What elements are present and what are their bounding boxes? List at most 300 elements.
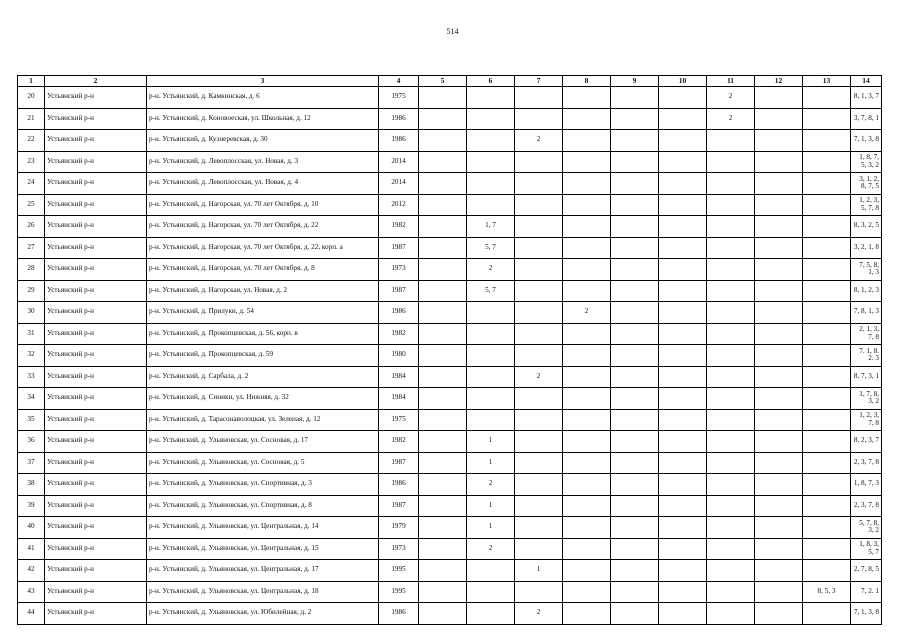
table-cell: 1986 (379, 130, 419, 152)
table-cell: 1975 (379, 409, 419, 431)
table-cell: 1987 (379, 237, 419, 259)
table-cell: 34 (18, 388, 45, 410)
table-cell: р-н. Устьянский, д. Ульяновская, ул. Спортивная, д. 8 (147, 495, 379, 517)
table-cell (755, 474, 803, 496)
table-cell (611, 237, 659, 259)
table-cell: Устьянский р-н (45, 452, 147, 474)
table-cell (707, 517, 755, 539)
table-cell: р-н. Устьянский, д. Тарасонаволоцкая, ул. Зеленая, д. 12 (147, 409, 379, 431)
table-cell (803, 280, 851, 302)
table-cell (755, 345, 803, 367)
table-row (18, 538, 882, 560)
table-row (18, 259, 882, 281)
table-cell (563, 431, 611, 453)
table-cell: Устьянский р-н (45, 345, 147, 367)
table-cell: Устьянский р-н (45, 87, 147, 109)
table-cell: р-н. Устьянский, д. Нагорская, ул. 70 лет Октября, д. 8 (147, 259, 379, 281)
table-cell: 1982 (379, 323, 419, 345)
table-cell (419, 495, 467, 517)
table-cell (659, 495, 707, 517)
table-cell: Устьянский р-н (45, 108, 147, 130)
table-cell (563, 366, 611, 388)
table-cell: Устьянский р-н (45, 603, 147, 625)
table-cell: 2 (467, 474, 515, 496)
table-cell: 1 (467, 495, 515, 517)
table-cell: 2 (515, 366, 563, 388)
table-cell (563, 194, 611, 216)
table-cell: р-н. Устьянский, д. Нагорская, ул. 70 лет Октября, д. 10 (147, 194, 379, 216)
table-cell: 1, 7 (467, 216, 515, 238)
table-cell (419, 259, 467, 281)
table-cell (755, 431, 803, 453)
table-row (18, 431, 882, 453)
table-cell (611, 495, 659, 517)
table-cell: 40 (18, 517, 45, 539)
table-cell (563, 108, 611, 130)
table-cell: 41 (18, 538, 45, 560)
table-row (18, 194, 882, 216)
table-cell: р-н. Устьянский, д. Нагорская, ул. Новая, д. 2 (147, 280, 379, 302)
table-cell (515, 474, 563, 496)
table-cell (611, 517, 659, 539)
table-row (18, 560, 882, 582)
table-cell (755, 538, 803, 560)
table-cell: 7, 5, 8, 1, 3 (851, 259, 882, 281)
column-header: 10 (659, 76, 707, 87)
table-cell (803, 151, 851, 173)
table-cell: 2 (707, 108, 755, 130)
table-cell (563, 581, 611, 603)
table-cell (563, 409, 611, 431)
column-header: 13 (803, 76, 851, 87)
table-cell (563, 452, 611, 474)
table-cell (803, 302, 851, 324)
table-cell: 7, 1, 3, 8 (851, 130, 882, 152)
table-cell (467, 151, 515, 173)
table-cell: 2 (707, 87, 755, 109)
table-cell (803, 194, 851, 216)
table-cell (515, 87, 563, 109)
table-cell: 1973 (379, 538, 419, 560)
table-cell: 1 (467, 452, 515, 474)
table-cell (515, 388, 563, 410)
table-row (18, 517, 882, 539)
table-cell (707, 323, 755, 345)
table-cell: р-н. Устьянский, д. Нагорская, ул. 70 лет Октября, д. 22 (147, 216, 379, 238)
table-row (18, 87, 882, 109)
table-cell (707, 560, 755, 582)
table-cell: 5, 7, 8, 3, 2 (851, 517, 882, 539)
table-cell: Устьянский р-н (45, 581, 147, 603)
table-cell (659, 237, 707, 259)
table-cell (755, 603, 803, 625)
table-cell: 1984 (379, 388, 419, 410)
table-cell (515, 259, 563, 281)
table-cell: 8, 1, 2, 3 (851, 280, 882, 302)
table-cell: 1986 (379, 474, 419, 496)
table-cell (707, 452, 755, 474)
table-cell: р-н. Устьянский, д. Прокопцевская, д. 56, корп. в (147, 323, 379, 345)
table-cell: 22 (18, 130, 45, 152)
table-cell (707, 237, 755, 259)
table-row (18, 130, 882, 152)
table-row (18, 409, 882, 431)
table-cell (707, 302, 755, 324)
table-cell: 1986 (379, 302, 419, 324)
table-row (18, 237, 882, 259)
table-cell: 36 (18, 431, 45, 453)
table-cell (611, 323, 659, 345)
table-cell: 1, 7, 8, 3, 2 (851, 388, 882, 410)
table-cell: Устьянский р-н (45, 366, 147, 388)
column-header: 14 (851, 76, 882, 87)
table-cell (515, 194, 563, 216)
table-cell: 30 (18, 302, 45, 324)
table-cell: 1982 (379, 216, 419, 238)
table-cell (611, 259, 659, 281)
table-cell (803, 366, 851, 388)
table-cell (755, 302, 803, 324)
table-cell (611, 581, 659, 603)
table-cell (515, 581, 563, 603)
table-cell: 1 (515, 560, 563, 582)
table-cell (659, 538, 707, 560)
table-cell: Устьянский р-н (45, 323, 147, 345)
table-cell (707, 259, 755, 281)
table-cell (419, 366, 467, 388)
table-cell (563, 517, 611, 539)
table-cell (659, 474, 707, 496)
table-cell (611, 538, 659, 560)
table-cell (755, 495, 803, 517)
table-cell: Устьянский р-н (45, 388, 147, 410)
table-cell (659, 151, 707, 173)
table-cell (707, 474, 755, 496)
table-cell (611, 345, 659, 367)
table-cell (563, 216, 611, 238)
table-cell: р-н. Устьянский, д. Левоплосская, ул. Новая, д. 4 (147, 173, 379, 195)
table-cell (755, 366, 803, 388)
table-cell: 32 (18, 345, 45, 367)
table-cell: 42 (18, 560, 45, 582)
table-cell (563, 560, 611, 582)
table-cell (467, 388, 515, 410)
table-cell: 43 (18, 581, 45, 603)
column-header: 12 (755, 76, 803, 87)
table-cell: 1 (467, 431, 515, 453)
table-cell: р-н. Устьянский, д. Нагорская, ул. 70 лет Октября, д. 22, корп. а (147, 237, 379, 259)
table-cell: Устьянский р-н (45, 194, 147, 216)
table-cell (755, 194, 803, 216)
table-cell (563, 237, 611, 259)
table-cell (563, 173, 611, 195)
table-cell: р-н. Устьянский, д. Сарбала, д. 2 (147, 366, 379, 388)
table-row (18, 495, 882, 517)
table-cell (419, 409, 467, 431)
table-cell: р-н. Устьянский, д. Прокопцевская, д. 59 (147, 345, 379, 367)
table-cell (611, 87, 659, 109)
table-cell (803, 130, 851, 152)
table-cell (515, 173, 563, 195)
table-cell (707, 216, 755, 238)
table-cell: Устьянский р-н (45, 216, 147, 238)
table-cell (419, 474, 467, 496)
table-cell: 8, 1, 3, 7 (851, 87, 882, 109)
table-cell (563, 87, 611, 109)
table-cell (515, 345, 563, 367)
table-cell (707, 130, 755, 152)
table-cell (611, 302, 659, 324)
table-cell: р-н. Устьянский, д. Ульяновская, ул. Сосновая, д. 17 (147, 431, 379, 453)
table-cell: 5, 7 (467, 237, 515, 259)
table-cell (515, 216, 563, 238)
table-cell (467, 130, 515, 152)
table-cell: 2014 (379, 173, 419, 195)
table-cell (707, 409, 755, 431)
table-cell: 1, 2, 3, 5, 7, 8 (851, 194, 882, 216)
table-row (18, 366, 882, 388)
table-cell (419, 280, 467, 302)
table-cell: 3, 2, 1, 8 (851, 237, 882, 259)
table-cell (659, 603, 707, 625)
table-cell: Устьянский р-н (45, 173, 147, 195)
table-cell (755, 452, 803, 474)
table-cell: 7, 1, 3, 8 (851, 603, 882, 625)
table-cell (467, 560, 515, 582)
table-cell (755, 130, 803, 152)
table-row (18, 474, 882, 496)
table-cell (515, 323, 563, 345)
table-cell (803, 560, 851, 582)
table-cell (515, 409, 563, 431)
table-cell: Устьянский р-н (45, 409, 147, 431)
table-cell: Устьянский р-н (45, 237, 147, 259)
table-cell (707, 194, 755, 216)
table-cell (515, 151, 563, 173)
table-cell (659, 194, 707, 216)
table-cell: Устьянский р-н (45, 560, 147, 582)
table-cell (803, 237, 851, 259)
table-body (18, 87, 882, 625)
table-cell: Устьянский р-н (45, 259, 147, 281)
table-row (18, 151, 882, 173)
table-cell (611, 409, 659, 431)
table-cell: 27 (18, 237, 45, 259)
table-cell: р-н. Устьянский, д. Синики, ул. Нижняя, д. 32 (147, 388, 379, 410)
table-cell (803, 388, 851, 410)
table-cell: р-н. Устьянский, д. Ульяновская, ул. Юбилейная, д. 2 (147, 603, 379, 625)
table-cell: 2 (467, 538, 515, 560)
table-cell: р-н. Устьянский, д. Ульяновская, ул. Центральная, д. 14 (147, 517, 379, 539)
table-cell (563, 388, 611, 410)
column-header: 11 (707, 76, 755, 87)
table-cell (707, 345, 755, 367)
table-cell (515, 431, 563, 453)
table-cell (659, 560, 707, 582)
table-cell (611, 194, 659, 216)
table-cell: 8, 3, 2, 5 (851, 216, 882, 238)
table-cell: 3, 1, 2, 8, 7, 5 (851, 173, 882, 195)
table-cell (419, 194, 467, 216)
table-cell (707, 280, 755, 302)
table-cell: 25 (18, 194, 45, 216)
table-cell: 35 (18, 409, 45, 431)
table-cell: Устьянский р-н (45, 302, 147, 324)
table-cell: р-н. Устьянский, д. Ульяновская, ул. Центральная, д. 17 (147, 560, 379, 582)
table-cell: 21 (18, 108, 45, 130)
table-cell (803, 345, 851, 367)
table-cell: Устьянский р-н (45, 431, 147, 453)
table-cell (755, 259, 803, 281)
table-cell (755, 151, 803, 173)
table-cell: 1, 2, 3, 7, 8 (851, 409, 882, 431)
table-cell: Устьянский р-н (45, 474, 147, 496)
register-table (17, 75, 882, 625)
table-cell (467, 173, 515, 195)
table-cell (419, 216, 467, 238)
table-cell: 1980 (379, 345, 419, 367)
table-cell (803, 259, 851, 281)
table-cell (755, 173, 803, 195)
table-cell: 2, 7, 8, 5 (851, 560, 882, 582)
table-cell (611, 452, 659, 474)
table-cell: 1986 (379, 108, 419, 130)
table-cell (659, 409, 707, 431)
table-cell (467, 194, 515, 216)
table-cell (563, 603, 611, 625)
table-cell (803, 409, 851, 431)
table-cell (803, 173, 851, 195)
column-header: 9 (611, 76, 659, 87)
column-header: 1 (18, 76, 45, 87)
table-cell: 23 (18, 151, 45, 173)
table-cell (611, 216, 659, 238)
table-cell (419, 237, 467, 259)
table-cell: 24 (18, 173, 45, 195)
table-cell: 1973 (379, 259, 419, 281)
table-cell (755, 560, 803, 582)
column-header: 8 (563, 76, 611, 87)
table-cell (563, 151, 611, 173)
table-cell (611, 603, 659, 625)
table-cell: 2 (467, 259, 515, 281)
table-cell (419, 581, 467, 603)
table-cell (419, 517, 467, 539)
table-cell (755, 237, 803, 259)
table-cell: 1987 (379, 280, 419, 302)
table-cell (611, 388, 659, 410)
column-header: 5 (419, 76, 467, 87)
table-cell (419, 560, 467, 582)
table-cell (419, 108, 467, 130)
table-cell (707, 173, 755, 195)
table-cell (755, 517, 803, 539)
table-cell: 33 (18, 366, 45, 388)
table-cell (467, 409, 515, 431)
table-cell: 7. 1, 8. 2. 3 (851, 345, 882, 367)
table-cell: 38 (18, 474, 45, 496)
table-row (18, 280, 882, 302)
table-cell (707, 388, 755, 410)
table-cell (803, 87, 851, 109)
table-cell (803, 431, 851, 453)
table-cell (659, 130, 707, 152)
table-cell: 1986 (379, 603, 419, 625)
table-cell (467, 108, 515, 130)
table-cell: 2, 3, 7, 8 (851, 452, 882, 474)
table-cell: р-н. Устьянский, д. Кузнеревская, д. 30 (147, 130, 379, 152)
table-cell (755, 108, 803, 130)
table-cell: 2 (563, 302, 611, 324)
table-row (18, 323, 882, 345)
table-cell (803, 538, 851, 560)
table-row (18, 581, 882, 603)
table-cell (755, 216, 803, 238)
column-header: 2 (45, 76, 147, 87)
table-cell (659, 108, 707, 130)
table-row (18, 388, 882, 410)
table-cell (467, 366, 515, 388)
table-cell: 8, 5, 3 (803, 581, 851, 603)
table-row (18, 302, 882, 324)
table-cell (755, 581, 803, 603)
table-cell (563, 495, 611, 517)
table-cell: 2012 (379, 194, 419, 216)
table-cell: 31 (18, 323, 45, 345)
table-cell (611, 173, 659, 195)
table-cell (515, 280, 563, 302)
table-cell: 26 (18, 216, 45, 238)
table-cell (611, 280, 659, 302)
table-cell (467, 302, 515, 324)
table-cell (563, 280, 611, 302)
table-cell (659, 87, 707, 109)
table-cell (659, 345, 707, 367)
table-cell (611, 108, 659, 130)
table-cell (467, 323, 515, 345)
table-cell (563, 323, 611, 345)
table-cell (803, 216, 851, 238)
table-cell: р-н. Устьянский, д. Коновоеская, ул. Школьная, д. 12 (147, 108, 379, 130)
table-cell: Устьянский р-н (45, 495, 147, 517)
table-cell: 2, 3, 7, 8 (851, 495, 882, 517)
table-cell (707, 538, 755, 560)
table-cell: 8, 7, 3, 1 (851, 366, 882, 388)
table-cell (803, 495, 851, 517)
table-cell (707, 431, 755, 453)
table-cell (611, 366, 659, 388)
table-cell: 29 (18, 280, 45, 302)
table-cell (419, 538, 467, 560)
table-cell: Устьянский р-н (45, 130, 147, 152)
table-cell (563, 345, 611, 367)
table-cell (467, 345, 515, 367)
table-cell (419, 603, 467, 625)
table-cell (803, 108, 851, 130)
table-cell (755, 409, 803, 431)
table-cell (563, 130, 611, 152)
table-cell (611, 431, 659, 453)
table-cell (755, 388, 803, 410)
table-cell (755, 323, 803, 345)
table-cell (515, 495, 563, 517)
table-cell (419, 431, 467, 453)
table-cell: 1982 (379, 431, 419, 453)
table-cell (515, 237, 563, 259)
table-row (18, 173, 882, 195)
table-cell: 1995 (379, 560, 419, 582)
table-row (18, 216, 882, 238)
